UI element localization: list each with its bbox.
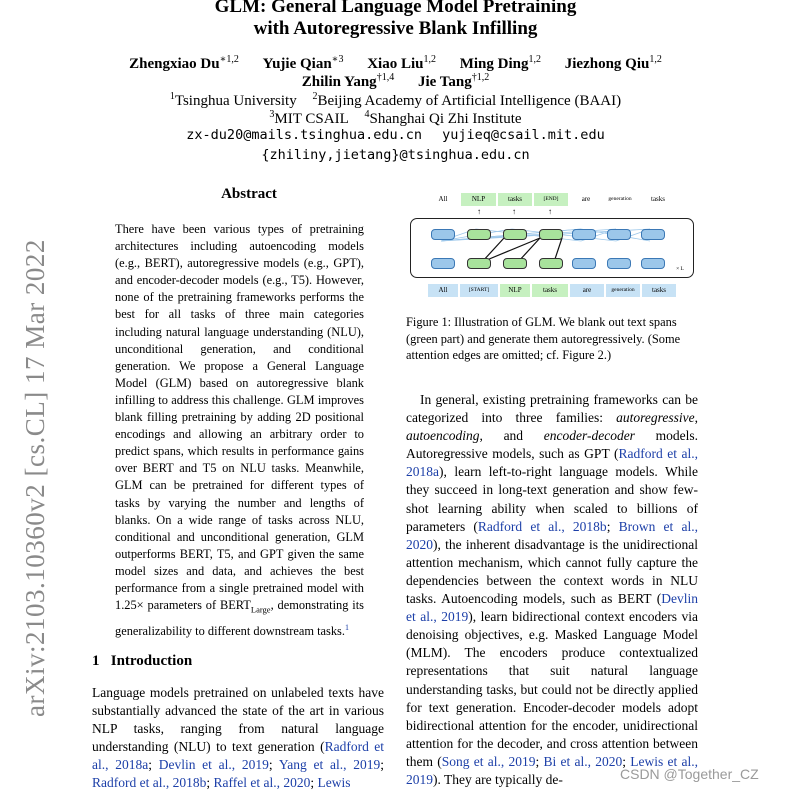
- top-token: NLP: [461, 193, 496, 206]
- section-heading-introduction: 1 Introduction: [92, 653, 193, 669]
- citation-link[interactable]: Brown et al., 2020: [406, 518, 698, 552]
- hidden-node: [467, 229, 491, 240]
- citation-link[interactable]: Devlin et al., 2019: [158, 757, 269, 772]
- email: zx-du20@mails.tsinghua.edu.cn: [186, 127, 422, 143]
- author: Xiao Liu$^{1,2}$: [367, 54, 436, 72]
- arxiv-sidebar-id: arXiv:2103.10360v2 [cs.CL] 17 Mar 2022: [20, 239, 50, 717]
- hidden-node: [641, 229, 665, 240]
- citation-link[interactable]: Radford et al., 2018a: [406, 446, 698, 480]
- hidden-node: [503, 258, 527, 269]
- csdn-watermark: CSDN @Together_CZ: [620, 766, 759, 782]
- citation-link[interactable]: Lewis: [317, 775, 351, 790]
- figure-1-diagram: [406, 188, 698, 303]
- up-arrow-icon: ↑: [477, 207, 481, 216]
- top-token: [END]: [534, 193, 568, 206]
- citation-link[interactable]: Radford et al., 2018a: [92, 739, 385, 772]
- author: Jie Tang$^{\dagger 1,2}$: [417, 72, 490, 90]
- affiliation: $^4$Shanghai Qi Zhi Institute: [364, 109, 522, 127]
- figure-1-caption: Figure 1: Illustration of GLM. We blank out text spans (green part) and generate them autoregressively. (Some attention edges are omitted; cf. Figure 2.): [406, 315, 681, 362]
- author: Yujie Qian$^{∗3}$: [262, 54, 344, 72]
- hidden-node: [431, 258, 455, 269]
- paper-title: [0, 0, 791, 40]
- hidden-node: [539, 258, 563, 269]
- citation-link[interactable]: Radford et al., 2018b: [477, 518, 607, 534]
- bottom-token: All: [428, 284, 458, 297]
- citation-link[interactable]: Song et al., 2019: [441, 753, 536, 769]
- author: Zhilin Yang$^{\dagger 1,4}$: [301, 72, 395, 90]
- hidden-node: [572, 229, 596, 240]
- citation-link[interactable]: Lewis et al., 2019: [406, 753, 698, 787]
- affiliation: $^1$Tsinghua University: [169, 91, 297, 109]
- abstract-heading: Abstract: [221, 186, 277, 202]
- emails-line-2: {zhiliny,jietang}@tsinghua.edu.cn: [261, 147, 530, 163]
- title-line-1: GLM: General Language Model Pretraining: [214, 0, 577, 17]
- emails-line-1: [0, 125, 791, 145]
- hidden-node: [607, 258, 631, 269]
- citation-link[interactable]: Devlin et al., 2019: [406, 591, 698, 625]
- hidden-node: [503, 229, 527, 240]
- top-token: are: [581, 195, 591, 203]
- hidden-node: [572, 258, 596, 269]
- right-column-body: In general, existing pretraining frameworks can be categorized into three families: autoregressive, autoencoding, and encoder-decoder models. Autoregressive models, such as GPT (Radford et al., 2018a), learn left-to-right language models. While they succeed in long-text generation and show few-shot learning ability when scaled to billions of parameters (Radford et al., 2018b; Brown et al., 2020), the inherent disadvantage is the unidirectional attention mechanism, which cannot fully capture the dependencies between the context words in NLU tasks. Autoencoding models, such as BERT (Devlin et al., 2019), learn bidirectional context encoders via denoising objectives, e.g. Masked Language Model (MLM). The encoders produce contextualized representations that suit natural language understanding tasks, but could not be directly applied for text generation. Encoder-decoder models adopt bidirectional attention for the encoder, unidirectional attention for the decoder, and cross attention between them (Song et al., 2019; Bi et al., 2020; Lewis et al., 2019). They are typically de-: [406, 392, 698, 787]
- bottom-token: NLP: [500, 284, 530, 297]
- title-line-2: with Autoregressive Blank Infilling: [253, 18, 538, 39]
- top-token: tasks: [651, 195, 665, 203]
- citation-link[interactable]: Raffel et al., 2020: [213, 775, 311, 790]
- bottom-token: tasks: [532, 284, 568, 297]
- citation-link[interactable]: Yang et al., 2019: [278, 757, 381, 772]
- citation-link[interactable]: Radford et al., 2018b: [92, 775, 207, 790]
- top-token: generation: [608, 196, 632, 202]
- affiliation: $^2$Beijing Academy of Artificial Intelligence (BAAI): [312, 91, 622, 109]
- hidden-node: [467, 258, 491, 269]
- author: Zhengxiao $Du^{∗1,2}$: [129, 54, 239, 72]
- bottom-token: generation: [606, 284, 640, 297]
- layers-label: × L: [676, 266, 684, 272]
- email: yujieq@csail.mit.edu: [442, 127, 605, 143]
- bottom-token: tasks: [642, 284, 676, 297]
- introduction-body: Language models pretrained on unlabeled texts have substantially advanced the state of the art in various NLP tasks, ranging from natural language understanding (NLU) to text generation (Radford et al., 2018a; Devlin et al., 2019; Yang et al., 2019; Radford et al., 2018b; Raffel et al., 2020; Lewis: [92, 685, 385, 790]
- top-token: tasks: [498, 193, 532, 206]
- up-arrow-icon: ↑: [512, 207, 516, 216]
- up-arrow-icon: ↑: [548, 207, 552, 216]
- hidden-node: [539, 229, 563, 240]
- abstract-body: There have been various types of pretraining architectures including autoencoding models (e.g., BERT), autoregressive models (e.g., GPT), and encoder-decoder models (e.g., T5). However, none of the pretraining frameworks performs the best for all tasks of three main categories including natural language understanding (NLU), unconditional generation, and conditional generation. We propose a General Language Model (GLM) based on autoregressive blank infilling to address this challenge. GLM improves blank filling pretraining by adding 2D positional encodings and allowing an arbitrary order to predict spans, which results in performance gains over BERT and T5 on NLU tasks. Meanwhile, GLM can be pretrained for different types of tasks by varying the number and lengths of blanks. On a wide range of tasks across NLU, conditional and unconditional generation, GLM outperforms BERT, T5, and GPT given the same model sizes and data, and achieves the best performance from a single pretrained model with 1.25× parameters of $BERT_{Large}$, demonstrating its generalizability to different downstream tasks.$^1$: [115, 222, 365, 638]
- hidden-node: [641, 258, 665, 269]
- affiliation: $^3$MIT CSAIL: [269, 109, 349, 127]
- citation-link[interactable]: Bi et al., 2020: [543, 753, 623, 769]
- bottom-token: are: [570, 284, 604, 297]
- author: Jiezhong Qiu$^{1,2}$: [564, 54, 662, 72]
- author: Ming Ding$^{1,2}$: [459, 54, 541, 72]
- bottom-token: [START]: [460, 284, 498, 297]
- hidden-node: [431, 229, 455, 240]
- top-token: All: [438, 195, 448, 203]
- hidden-node: [607, 229, 631, 240]
